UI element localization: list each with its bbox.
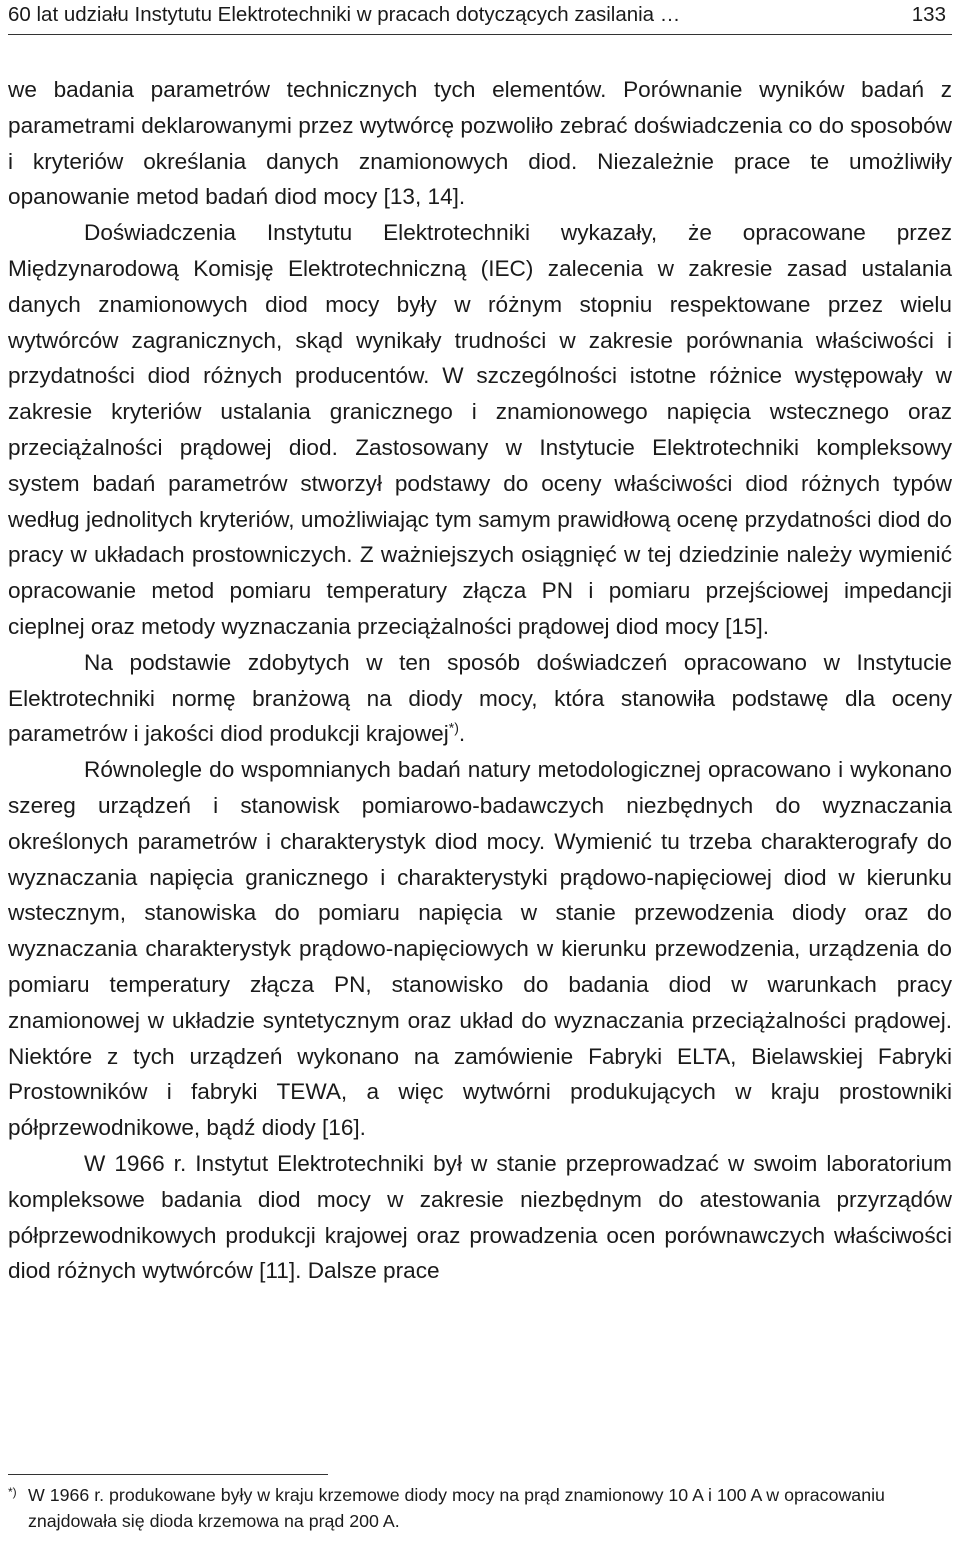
running-header xyxy=(8,0,952,35)
paragraph: W 1966 r. Instytut Elektrotechniki był w stanie przeprowadzać w swoim laboratorium kompleksowe badania diod mocy w zakresie niezbędnym do atestowania przyrządów półprzewodnikowych produkcji krajowej oraz prowadzenia ocen porównawczych właściwości diod różnych wytwórców [11]. Dalsze prace xyxy=(8,1150,952,1284)
paragraph-tail: . xyxy=(458,721,466,747)
running-title: 60 lat udziału Instytutu Elektrotechniki w pracach dotyczących zasilania … xyxy=(8,3,681,26)
footnote xyxy=(8,1483,952,1534)
paragraph-text: Na podstawie zdobytych w ten sposób doświadczeń opracowano w Instytucie Elektrotechniki normę branżową na diody mocy, która stanowiła podstawę dla oceny parametrów i jakości diod produkcji krajowej xyxy=(8,649,952,747)
paragraph: we badania parametrów technicznych tych elementów. Porównanie wyników badań z parametrami deklarowanymi przez wytwórcę pozwoliło zebrać doświadczenia co do sposobów i kryteriów określania danych znamionowych diod. Niezależnie prace te umożliwiły opanowanie metod badań diod mocy [13, 14]. xyxy=(8,77,952,210)
paragraph xyxy=(8,645,952,752)
paragraph: Równolegle do wspomnianych badań natury metodologicznej opracowano i wykonano szereg urządzeń i stanowisk pomiarowo-badawczych niezbędnych do wyznaczania określonych parametrów i charakterystyk diod mocy. Wymienić tu trzeba charakterografy do wyznaczania napięcia granicznego i charakterystyki prądowo-napięciowej diod w kierunku wstecznym, stanowiska do pomiaru napięcia w stanie przewodzenia diody oraz do wyznaczania charakterystyk prądowo-napięciowych w kierunku przewodzenia, urządzenia do pomiaru temperatury złącza PN, stanowisko do badania diod w warunkach pracy znamionowej w układzie syntetycznym oraz układ do wyznaczania przeciążalności prądowej. Niektóre z tych urządzeń wykonano na zamówienie Fabryki ELTA, Bielawskiej Fabryki Prostowników i fabryki TEWA, a więc wytwórni produkujących w kraju prostowniki półprzewodnikowe, bądź diody [16]. xyxy=(8,757,952,1141)
footnote-text: W 1966 r. produkowane były w kraju krzemowe diody mocy na prąd znamionowy 10 A i 100 A w opracowaniu znajdowała się dioda krzemowa na prąd 200 A. xyxy=(28,1485,885,1531)
paragraph: Doświadczenia Instytutu Elektrotechniki wykazały, że opracowane przez Międzynarodową Komisję Elektrotechniczną (IEC) zalecenia w zakresie zasad ustalania danych znamionowych diod mocy były w różnym stopniu respektowane przez wielu wytwórców zagranicznych, skąd wynikały trudności w zakresie porównania właściwości i przydatności diod różnych producentów. W szczególności istotne różnice występowały w zakresie kryteriów ustalania granicznego i znamionowego napięcia wstecznego oraz przeciążalności prądowej diod. Zastosowany w Instytucie Elektrotechniki kompleksowy system badań parametrów stworzył podstawy do oceny właściwości diod różnych typów według jednolitych kryteriów, umożliwiając tym samym prawidłową ocenę przydatności diod do pracy w układach prostowniczych. Z ważniejszych osiągnięć w tej dziedzinie należy wymienić opracowanie metod pomiaru temperatury złącza PN i pomiaru przejściowej impedancji cieplnej oraz metody wyznaczania przeciążalności prądowej diod mocy [15]. xyxy=(8,220,952,639)
footnote-reference: *) xyxy=(448,719,459,736)
footnote-mark: *) xyxy=(8,1485,17,1499)
body-text xyxy=(8,72,952,1289)
footnote-divider xyxy=(8,1474,328,1475)
page-number: 133 xyxy=(911,3,946,26)
